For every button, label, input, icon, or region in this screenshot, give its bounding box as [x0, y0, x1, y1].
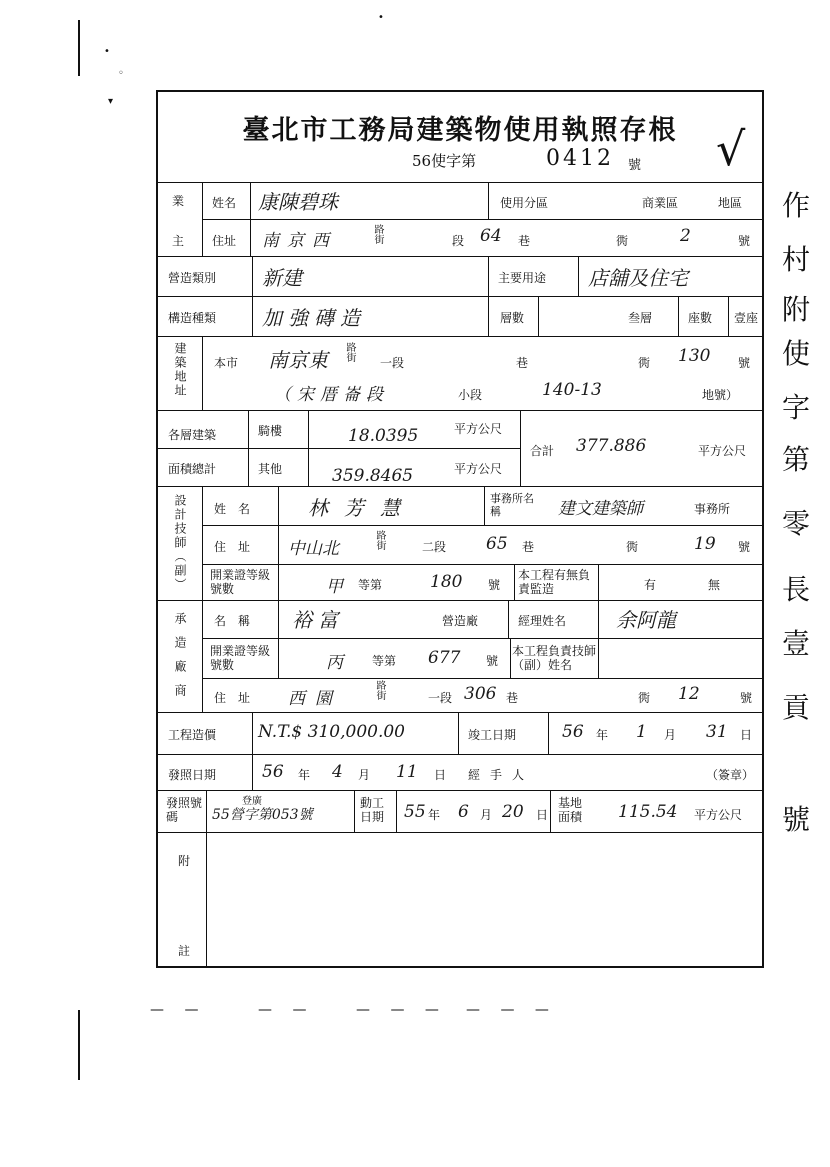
site-number-label: 號 [738, 356, 751, 370]
margin-char: 長 [782, 573, 811, 606]
margin-char: 附 [782, 293, 811, 326]
check-mark-icon: √ [716, 122, 746, 176]
site-label: 建築地址 [173, 342, 187, 398]
site-lane-label: 巷 [516, 356, 529, 370]
binding-mark [78, 20, 80, 76]
col-divider [550, 790, 551, 832]
supervisor-alt: 無 [708, 578, 721, 592]
row-divider [158, 296, 762, 297]
row-divider [158, 336, 762, 337]
completion-year: 56 [562, 722, 584, 742]
margin-char: 貢 [782, 691, 811, 724]
col-divider [548, 712, 549, 754]
supervisor-label: 本工程有無負責監造 [518, 568, 591, 596]
col-divider [252, 754, 253, 790]
margin-char: 字 [782, 391, 811, 424]
designer-license-label: 開業證等級號數 [210, 568, 271, 596]
margin-char: 作 [782, 189, 811, 222]
category-value: 新建 [262, 266, 302, 290]
start-day: 20 [502, 802, 524, 822]
col-divider [396, 790, 397, 832]
col-divider [728, 296, 729, 336]
col-divider [520, 410, 521, 486]
owner-road-label: 路街 [372, 224, 383, 244]
scan-dot: • [378, 12, 384, 23]
contractor-street-label: 衖 [638, 691, 651, 705]
designer-license-grade: 甲 [326, 577, 343, 597]
margin-char: 第 [782, 443, 811, 476]
arcade-label: 騎樓 [258, 424, 283, 438]
col-divider [514, 564, 515, 600]
contractor-license-grade: 丙 [326, 653, 343, 673]
site-city: 本市 [214, 356, 239, 370]
document-title: 臺北市工務局建築物使用執照存根 [242, 115, 678, 146]
issue-year: 56 [262, 762, 284, 782]
other-unit: 平方公尺 [454, 462, 503, 476]
start-year-label: 年 [428, 808, 441, 822]
completion-month: 1 [636, 722, 647, 742]
margin-char: 村 [782, 243, 811, 276]
designer-street-label: 衖 [626, 540, 639, 554]
contractor-number: 12 [678, 684, 700, 704]
structure-label: 構造種類 [168, 311, 217, 325]
col-divider [252, 712, 253, 754]
total-value: 377.886 [576, 436, 647, 456]
sub-divider [202, 219, 762, 220]
arcade-value: 18.0395 [348, 426, 419, 446]
zone-value: 商業區 [642, 196, 679, 210]
designer-road: 中山北 [288, 539, 339, 559]
issue-year-label: 年 [298, 768, 311, 782]
col-divider [598, 564, 599, 600]
permit-prefix: 56使字第 [412, 152, 477, 170]
issue-month-label: 月 [358, 768, 371, 782]
col-divider [508, 600, 509, 638]
cost-value: N.T.$ 310,000.00 [258, 722, 405, 742]
row-divider [158, 754, 762, 755]
owner-section-word: 段 [452, 234, 465, 248]
use-label: 主要用途 [498, 271, 547, 285]
row-divider [158, 790, 762, 791]
col-divider [484, 486, 485, 525]
site-subsection-label: 小段 [458, 388, 483, 402]
owner-address-label: 住址 [212, 234, 237, 248]
designer-number-label: 號 [738, 540, 751, 554]
issue-day-label: 日 [434, 768, 447, 782]
col-divider [510, 638, 511, 678]
designer-road-label: 路街 [374, 530, 385, 550]
col-divider [678, 296, 679, 336]
notes-label-top: 附 [178, 854, 191, 868]
row-divider [158, 832, 762, 833]
designer-label: 設計技師（副） [173, 494, 187, 592]
contractor-license-no: 677 [428, 648, 461, 668]
margin-char: 號 [782, 803, 811, 836]
col-divider [278, 486, 279, 600]
owner-section-label-bottom: 主 [172, 234, 185, 248]
cost-label: 工程造價 [168, 728, 217, 742]
issue-day: 11 [396, 762, 418, 782]
scan-dot: • [104, 46, 110, 57]
col-divider [202, 182, 203, 256]
use-value: 店舖及住宅 [588, 266, 688, 290]
designer-license-no: 180 [430, 572, 463, 592]
designer-license-suffix: 號 [488, 578, 501, 592]
designer-address-label: 住址 [214, 540, 263, 554]
start-label: 動工日期 [360, 796, 385, 824]
site-area-unit: 平方公尺 [694, 808, 743, 822]
start-month-label: 月 [480, 808, 493, 822]
floors-label: 層數 [500, 311, 525, 325]
office-value: 建文建築師 [558, 499, 643, 519]
binding-mark [78, 1010, 80, 1080]
col-divider [354, 790, 355, 832]
site-road: 南京東 [268, 348, 328, 372]
tear-line: — — — [356, 1002, 447, 1018]
col-divider [202, 486, 203, 600]
site-number: 130 [678, 346, 711, 366]
margin-char: 零 [782, 507, 811, 540]
owner-name-label: 姓名 [212, 196, 237, 210]
sub-divider [202, 525, 762, 526]
contractor-lane-label: 巷 [506, 691, 519, 705]
issue-month: 4 [332, 762, 343, 782]
zone-suffix: 地區 [718, 196, 743, 210]
permit-label: 發照號碼 [166, 796, 203, 824]
col-divider [308, 410, 309, 486]
owner-lane: 64 [480, 226, 502, 246]
start-month: 6 [458, 802, 469, 822]
owner-number-label: 號 [738, 234, 751, 248]
scan-dot: ◦ [118, 68, 124, 79]
other-value: 359.8465 [332, 466, 414, 486]
site-lot-label: 地號） [702, 388, 739, 402]
total-unit: 平方公尺 [698, 444, 747, 458]
col-divider [206, 790, 207, 832]
col-divider [488, 182, 489, 219]
site-land-section: （宋厝崙段 [274, 385, 389, 405]
sub-divider [158, 448, 520, 449]
row-divider [158, 600, 762, 601]
sub-divider [202, 564, 762, 565]
designer-license-mid: 等第 [358, 578, 383, 592]
office-label: 事務所名稱 [490, 492, 534, 518]
row-divider [158, 486, 762, 487]
site-street-label: 衖 [638, 356, 651, 370]
owner-street-label: 衖 [616, 234, 629, 248]
col-divider [202, 336, 203, 410]
manager-value: 余阿龍 [616, 608, 676, 632]
designer-lane-label: 巷 [522, 540, 535, 554]
contractor-license-suffix: 號 [486, 654, 499, 668]
site-area-value: 115.54 [618, 802, 678, 822]
handler-label: 經手人 [468, 768, 535, 782]
permit-value: 55營字第053號 [212, 807, 313, 823]
site-area-label: 基地面積 [558, 796, 583, 824]
col-divider [252, 256, 253, 336]
contractor-license-mid: 等第 [372, 654, 397, 668]
col-divider [538, 296, 539, 336]
col-divider [250, 182, 251, 256]
completion-month-label: 月 [664, 728, 677, 742]
contractor-section: 一段 [428, 691, 453, 705]
col-divider [206, 832, 207, 968]
sub-divider [202, 638, 762, 639]
office-suffix: 事務所 [694, 502, 731, 516]
contractor-name-suffix: 營造廠 [442, 614, 479, 628]
contractor-name-value: 裕富 [292, 608, 344, 632]
scan-dot: ▾ [108, 96, 114, 107]
sub-divider [202, 678, 762, 679]
owner-section-label-top: 業 [172, 194, 185, 208]
zone-label: 使用分區 [500, 196, 549, 210]
seal-label: （簽章） [706, 768, 755, 782]
tear-line: — — [150, 1002, 207, 1018]
manager-label: 經理姓名 [518, 614, 567, 628]
engineer-label: 本工程負責技師（副）姓名 [512, 644, 597, 672]
permit-stub [156, 90, 764, 968]
tear-line: — — [258, 1002, 315, 1018]
owner-address-road: 南京西 [262, 231, 337, 251]
site-section: 一段 [380, 356, 405, 370]
completion-label: 竣工日期 [468, 728, 517, 742]
col-divider [202, 600, 203, 712]
contractor-road-label: 路街 [374, 680, 385, 700]
total-label: 合計 [530, 444, 555, 458]
permit-number: 0412 [546, 146, 614, 171]
contractor-lane: 306 [464, 684, 497, 704]
col-divider [598, 638, 599, 678]
designer-number: 19 [694, 534, 716, 554]
contractor-label: 承造廠商 [173, 612, 187, 708]
permit-suffix: 號 [628, 158, 642, 173]
contractor-road: 西園 [288, 689, 342, 709]
issue-label: 發照日期 [168, 768, 217, 782]
category-label: 營造類別 [168, 271, 217, 285]
area-label-line2: 面積總計 [168, 462, 217, 476]
col-divider [458, 712, 459, 754]
completion-year-label: 年 [596, 728, 609, 742]
col-divider [278, 600, 279, 678]
structure-value: 加強磚造 [262, 306, 366, 330]
start-day-label: 日 [536, 808, 549, 822]
notes-label-bottom: 註 [178, 944, 191, 958]
designer-name-label: 姓名 [214, 502, 263, 516]
permit-annotation: 登廣 [242, 796, 262, 807]
col-divider [248, 410, 249, 486]
col-divider [488, 256, 489, 336]
row-divider [158, 256, 762, 257]
start-year: 55 [404, 802, 426, 822]
designer-lane: 65 [486, 534, 508, 554]
contractor-license-label: 開業證等級號數 [210, 644, 271, 672]
tear-line: — — — [466, 1002, 557, 1018]
contractor-name-label: 名稱 [214, 614, 263, 628]
col-divider [598, 600, 599, 638]
buildings-label: 座數 [688, 311, 713, 325]
site-road-label: 路街 [344, 342, 355, 362]
owner-name-value: 康陳碧珠 [258, 190, 338, 214]
area-label-line1: 各層建築 [168, 428, 217, 442]
site-lot-number: 140-13 [542, 380, 602, 400]
owner-lane-label: 巷 [518, 234, 531, 248]
floors-value: 叁層 [628, 311, 653, 325]
completion-day-label: 日 [740, 728, 753, 742]
margin-char: 壹 [782, 627, 811, 660]
designer-name-value: 林芳慧 [308, 496, 416, 520]
completion-day: 31 [706, 722, 728, 742]
buildings-value: 壹座 [734, 311, 759, 325]
owner-number: 2 [680, 226, 691, 246]
margin-char: 使 [782, 337, 811, 370]
supervisor-value: 有 [644, 578, 657, 592]
row-divider [158, 182, 762, 183]
other-label: 其他 [258, 462, 283, 476]
col-divider [578, 256, 579, 296]
contractor-address-label: 住址 [214, 691, 263, 705]
arcade-unit: 平方公尺 [454, 422, 503, 436]
contractor-number-label: 號 [740, 691, 753, 705]
designer-section: 二段 [422, 540, 447, 554]
row-divider [158, 712, 762, 713]
